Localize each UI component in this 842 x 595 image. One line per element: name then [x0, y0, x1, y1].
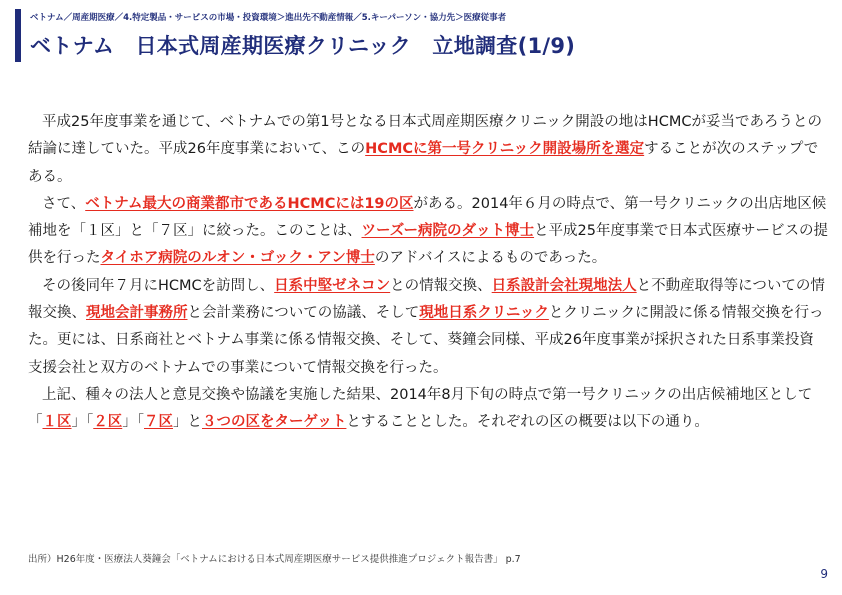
highlight-text: ツーズー病院のダット博士: [361, 223, 535, 240]
highlight-text: 日系中堅ゼネコン: [274, 277, 391, 294]
highlight-text: ３つの区をターゲット: [202, 414, 347, 431]
text-segment: と不動産取得等についての情報交換、: [28, 277, 825, 322]
paragraph-4: [28, 382, 828, 437]
text-segment: その後同年７月にHCMCを訪問し、: [42, 277, 275, 294]
body-text: [28, 109, 828, 437]
source-footnote: 出所）H26年度・医療法人葵鐘会「ベトナムにおける日本式周産期医療サービス提供推進プロジェクト報告書」 p.7: [28, 554, 521, 565]
text-segment: 」「: [71, 414, 94, 431]
highlight-text: ベトナム最大の商業都市であるHCMCには19の区: [85, 195, 414, 212]
highlight-text: ７区: [144, 414, 173, 431]
text-segment: 上記、種々の法人と意見交換や協議を実施した結果、2014年8月下旬の時点で第一号クリニックの出店候補地区として「: [28, 386, 813, 431]
paragraph-3: [28, 273, 828, 382]
paragraph-1: [28, 109, 828, 191]
highlight-text: 日系設計会社現地法人: [491, 277, 637, 294]
text-segment: 」と: [173, 414, 202, 431]
text-segment: とすることとした。それぞれの区の概要は以下の通り。: [346, 414, 709, 431]
highlight-text: １区: [42, 414, 72, 431]
text-segment: との情報交換、: [390, 277, 492, 294]
breadcrumb: ベトナム／周産期医療／4.特定製品・サービスの市場・投資環境＞進出先不動産情報／5.キーパーソン・協力先＞医療従事者: [30, 13, 507, 23]
paragraph-2: [28, 191, 828, 273]
highlight-text: 現地日系クリニック: [419, 305, 549, 322]
text-segment: することが次のステップである。: [28, 141, 819, 185]
text-segment: 」「: [122, 414, 144, 431]
title-accent-bar: [15, 9, 21, 62]
text-segment: のアドバイスによるものであった。: [374, 250, 607, 267]
highlight-text: 現地会計事務所: [86, 305, 188, 322]
text-segment: と平成25年度事業で日本式医療サービスの提供を行った: [28, 223, 829, 267]
text-segment: がある。2014年６月の時点で、第一号クリニックの出店地区候補地を「１区」と「７区」に絞った。このことは、: [28, 195, 827, 240]
text-segment: とクリニックに開設に係る情報交換を行った。更には、日系商社とベトナム事業に係る情報交換、そして、葵鐘会同様、平成26年度事業が採択された日系事業投資支援会社と双方のベトナムでの事業について情報交換を行った。: [28, 305, 824, 376]
text-segment: と会計業務についての協議、そして: [187, 305, 420, 322]
text-segment: さて、: [42, 195, 86, 212]
highlight-text: ２区: [93, 414, 123, 431]
highlight-text: タイホア病院のルオン・ゴック・アン博士: [100, 250, 375, 267]
page-title: ベトナム 日本式周産期医療クリニック 立地調査(1/9): [30, 34, 576, 58]
text-segment: 平成25年度事業を通じて、ベトナムでの第1号となる日本式周産期医療クリニック開設の地はHCMCが妥当であろうとの結論に達していた。平成26年度事業において、この: [28, 114, 822, 158]
page-number: 9: [820, 567, 828, 581]
highlight-text: HCMCに第一号クリニック開設場所を選定: [365, 141, 645, 158]
